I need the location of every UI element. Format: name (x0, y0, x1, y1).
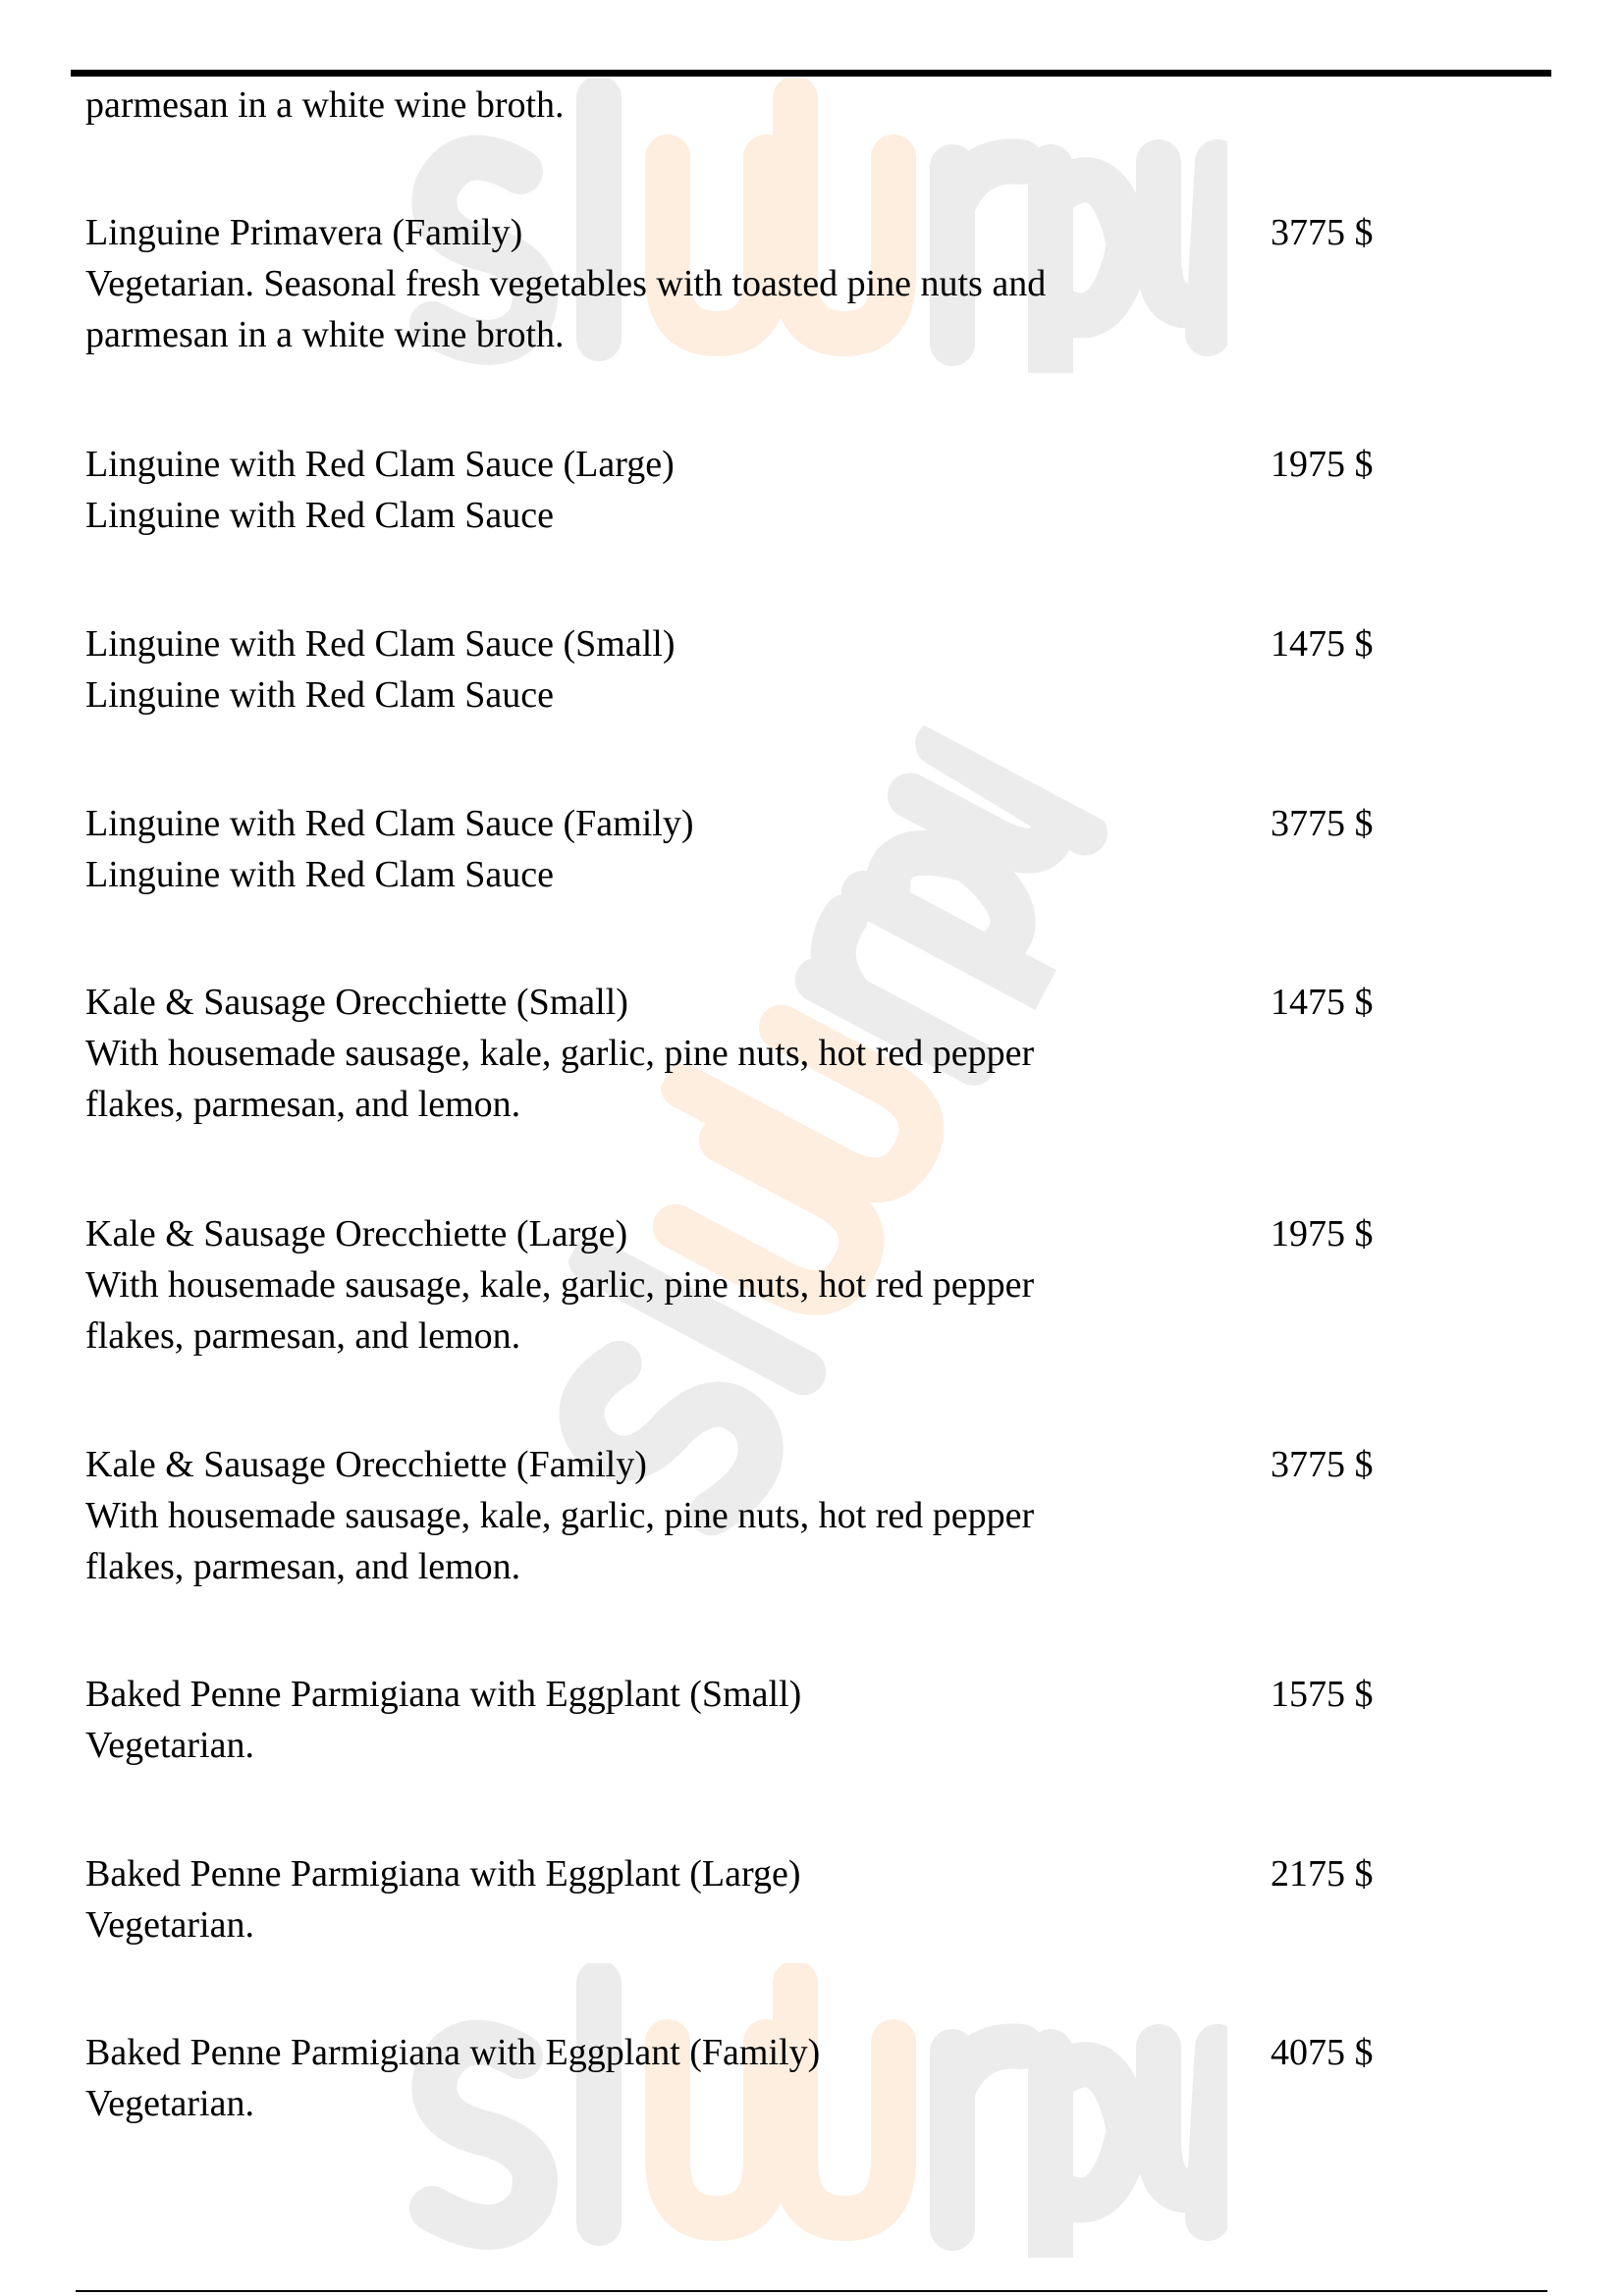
item-name: Linguine with Red Clam Sauce (Small) (85, 623, 676, 665)
item-price: 3775 $ (1271, 1444, 1374, 1485)
item-name: Linguine Primavera (Family) (85, 212, 523, 253)
item-description: With housemade sausage, kale, garlic, pine nuts, hot red pepper (85, 1033, 1035, 1074)
item-description: With housemade sausage, kale, garlic, pine nuts, hot red pepper (85, 1495, 1035, 1536)
item-name: Kale & Sausage Orecchiette (Large) (85, 1213, 628, 1255)
item-price: 4075 $ (1271, 2032, 1374, 2073)
item-name: Baked Penne Parmigiana with Eggplant (Large) (85, 1853, 801, 1895)
item-price: 1975 $ (1271, 1213, 1374, 1255)
item-description: Vegetarian. (85, 2083, 254, 2124)
item-description: Vegetarian. Seasonal fresh vegetables with toasted pine nuts and (85, 263, 1047, 304)
item-price: 1475 $ (1271, 982, 1374, 1023)
top-divider (71, 70, 1551, 77)
item-name: Linguine with Red Clam Sauce (Family) (85, 803, 694, 844)
item-description: parmesan in a white wine broth. (85, 314, 565, 355)
item-name: Baked Penne Parmigiana with Eggplant (Family) (85, 2032, 821, 2073)
item-description: Linguine with Red Clam Sauce (85, 495, 555, 536)
item-price: 1975 $ (1271, 444, 1374, 485)
item-name: Baked Penne Parmigiana with Eggplant (Small) (85, 1674, 802, 1715)
item-price: 1575 $ (1271, 1674, 1374, 1715)
item-description: Linguine with Red Clam Sauce (85, 674, 555, 716)
slurpy-watermark (403, 1963, 1227, 2258)
item-description: flakes, parmesan, and lemon. (85, 1084, 521, 1125)
continued-description: parmesan in a white wine broth. (85, 84, 565, 126)
item-price: 2175 $ (1271, 1853, 1374, 1895)
item-description: With housemade sausage, kale, garlic, pine nuts, hot red pepper (85, 1264, 1035, 1306)
item-name: Linguine with Red Clam Sauce (Large) (85, 444, 675, 485)
bottom-divider (76, 2290, 1547, 2292)
item-description: Linguine with Red Clam Sauce (85, 854, 555, 895)
item-description: Vegetarian. (85, 1904, 254, 1946)
item-name: Kale & Sausage Orecchiette (Small) (85, 982, 628, 1023)
item-price: 1475 $ (1271, 623, 1374, 665)
item-description: Vegetarian. (85, 1725, 254, 1766)
item-price: 3775 $ (1271, 212, 1374, 253)
item-description: flakes, parmesan, and lemon. (85, 1315, 521, 1357)
item-name: Kale & Sausage Orecchiette (Family) (85, 1444, 647, 1485)
item-description: flakes, parmesan, and lemon. (85, 1546, 521, 1587)
item-price: 3775 $ (1271, 803, 1374, 844)
